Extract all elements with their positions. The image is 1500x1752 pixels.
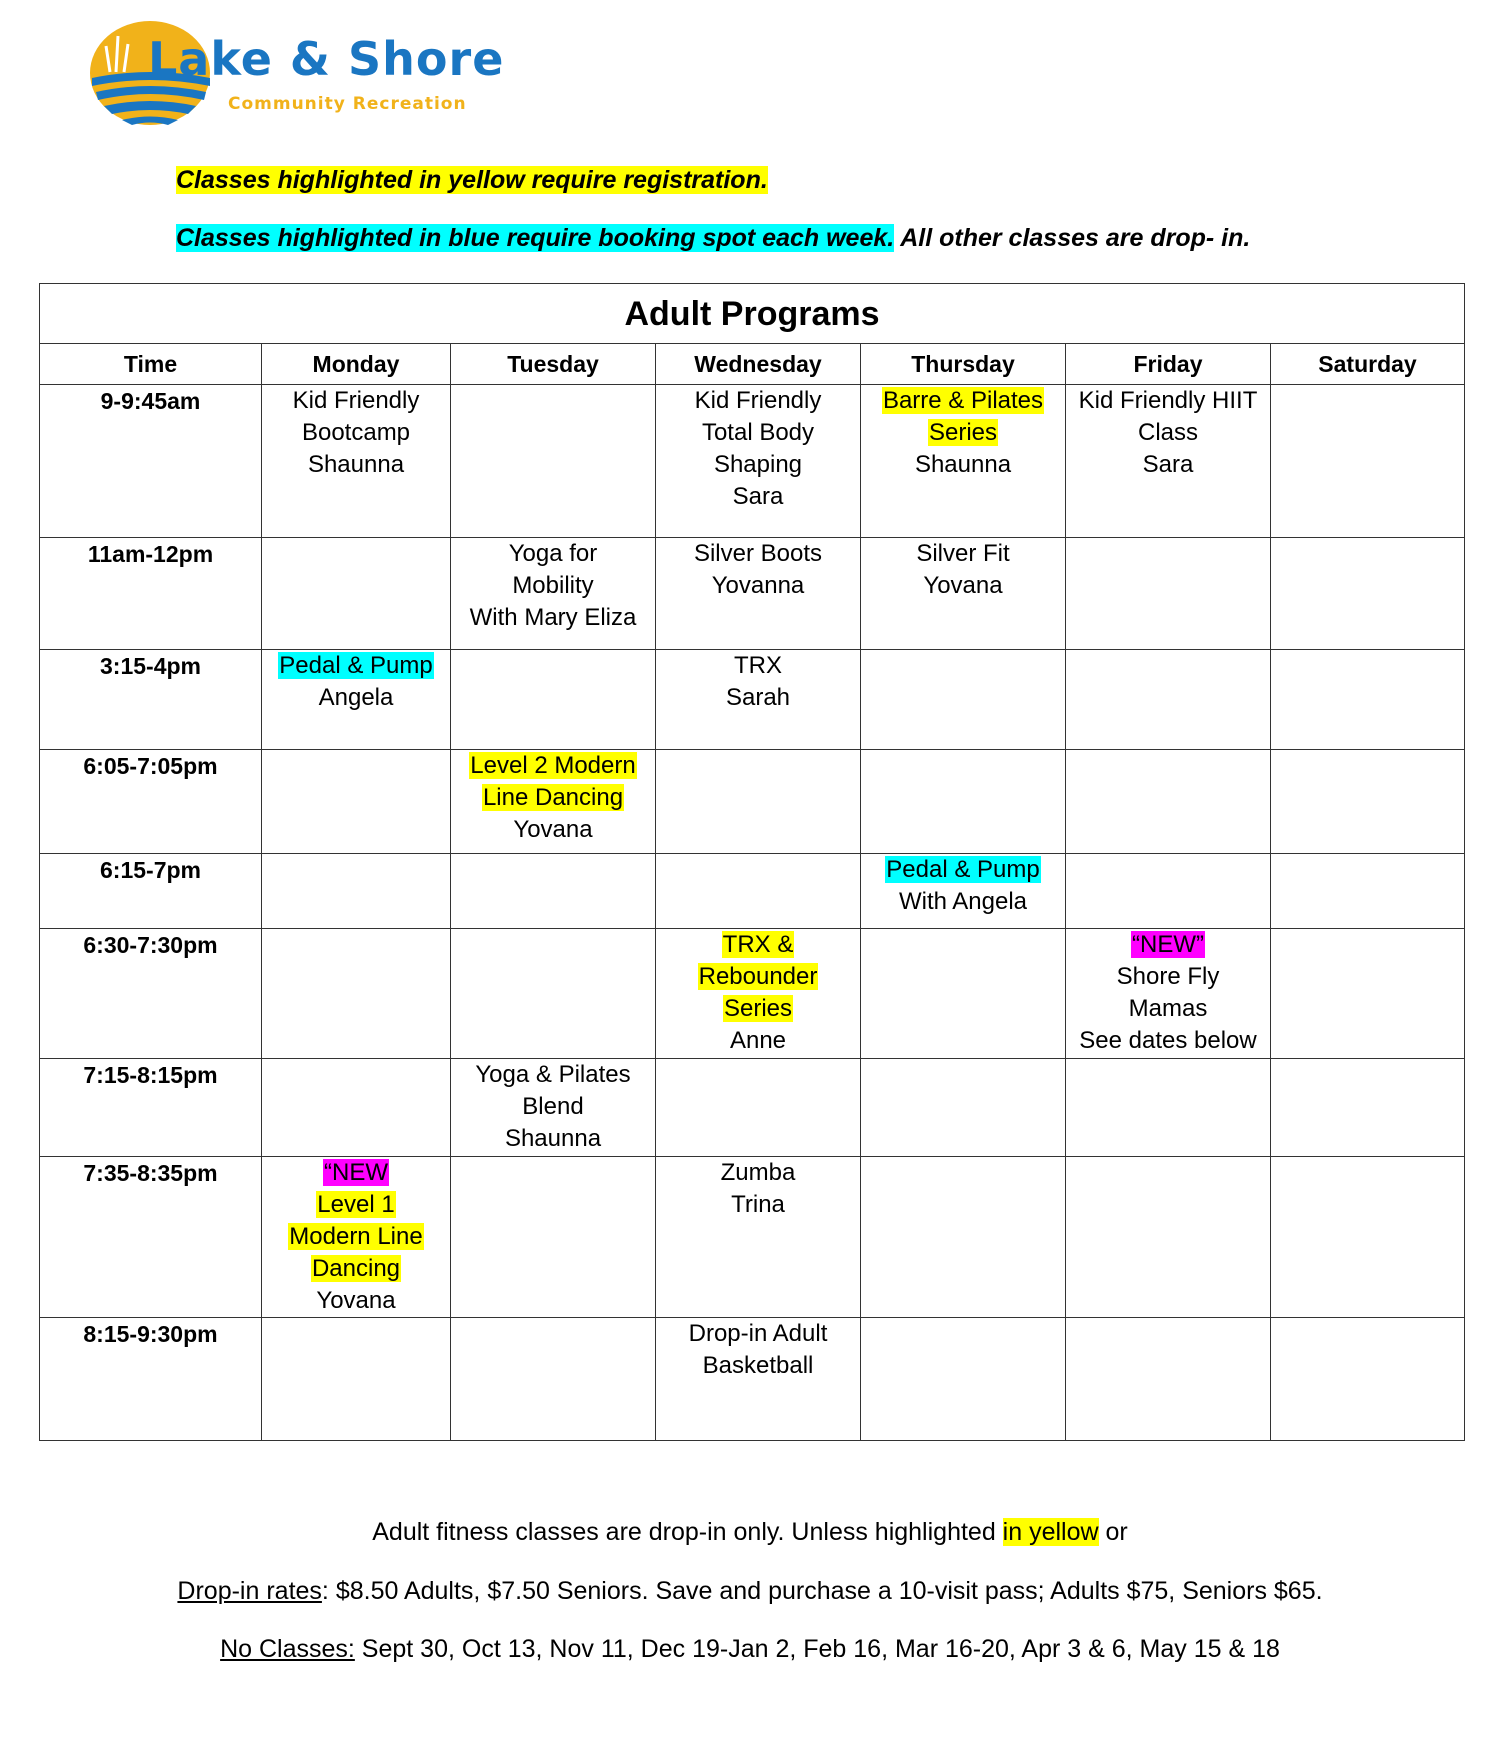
class-line	[266, 1285, 446, 1317]
class-line-text: Kid Friendly	[292, 387, 420, 414]
class-line	[660, 993, 856, 1025]
class-cell	[262, 1318, 451, 1441]
class-line-text: Sara	[1142, 451, 1194, 478]
footer-no-classes	[0, 1635, 1500, 1664]
class-line-text: Total Body	[701, 419, 815, 446]
footer-rates	[0, 1577, 1500, 1606]
class-cell	[1066, 750, 1271, 854]
schedule-row	[40, 750, 1465, 854]
class-line-text: Level 1	[317, 1191, 395, 1218]
class-line	[455, 750, 651, 782]
class-line	[455, 538, 651, 570]
schedule-row	[40, 385, 1465, 538]
class-line	[1070, 1025, 1266, 1057]
class-line	[455, 570, 651, 602]
class-line	[660, 650, 856, 682]
class-line	[660, 1350, 856, 1382]
class-cell	[1271, 750, 1465, 854]
class-line-text: Zumba	[720, 1159, 796, 1186]
class-cell	[861, 750, 1066, 854]
class-cell	[1271, 385, 1465, 538]
blue-note-text: Classes highlighted in blue require booking spot each week.	[176, 224, 895, 252]
class-line	[455, 782, 651, 814]
class-line-text: Pedal & Pump	[279, 652, 433, 679]
class-cell	[1066, 650, 1271, 750]
schedule-body	[40, 385, 1465, 1441]
rates-text: : $8.50 Adults, $7.50 Seniors. Save and purchase a 10-visit pass; Adults $75, Seniors $65.	[321, 1577, 1323, 1605]
class-line	[266, 682, 446, 714]
class-line-text: “NEW	[324, 1159, 388, 1186]
class-line-text: Shaunna	[307, 451, 405, 478]
class-line-text: “NEW”	[1132, 931, 1204, 958]
class-line-text: Rebounder	[698, 963, 818, 990]
class-line	[266, 417, 446, 449]
class-line	[660, 1157, 856, 1189]
time-slot: 6:05-7:05pm	[40, 750, 262, 854]
class-line	[455, 602, 651, 634]
header-row	[40, 344, 1465, 385]
class-line	[865, 385, 1061, 417]
class-line-text: Yoga for	[508, 540, 598, 567]
class-line	[266, 449, 446, 481]
class-cell	[1066, 1059, 1271, 1157]
class-cell	[1066, 538, 1271, 650]
class-line-text: Trina	[731, 1191, 785, 1218]
schedule-table	[39, 283, 1465, 1441]
class-cell	[451, 854, 656, 929]
class-line-text: Mamas	[1128, 995, 1208, 1022]
time-slot: 9-9:45am	[40, 385, 262, 538]
header-time: Time	[40, 344, 262, 385]
class-line	[865, 886, 1061, 918]
class-line	[660, 1318, 856, 1350]
class-cell	[1066, 854, 1271, 929]
class-line-text: Basketball	[702, 1352, 814, 1379]
logo-title: Lake & Shore	[148, 32, 505, 86]
class-line	[1070, 961, 1266, 993]
class-cell	[262, 650, 451, 750]
class-line-text: Kid Friendly	[694, 387, 822, 414]
class-line	[660, 417, 856, 449]
class-line-text: Series	[723, 995, 793, 1022]
class-line	[455, 814, 651, 846]
class-line	[865, 538, 1061, 570]
schedule-row	[40, 538, 1465, 650]
class-line-text: Yoga & Pilates	[475, 1061, 631, 1088]
header-saturday: Saturday	[1271, 344, 1465, 385]
class-line-text: Class	[1137, 419, 1198, 446]
class-line-text: Mobility	[512, 572, 594, 599]
yellow-note-text: Classes highlighted in yellow require registration.	[176, 166, 768, 194]
class-cell	[1271, 650, 1465, 750]
class-line-text: TRX	[734, 652, 782, 679]
class-cell	[656, 854, 861, 929]
class-line-text: Drop-in Adult	[688, 1320, 828, 1347]
time-slot: 11am-12pm	[40, 538, 262, 650]
schedule-row	[40, 1318, 1465, 1441]
class-cell	[861, 854, 1066, 929]
class-line-text: Series	[928, 419, 998, 446]
class-line-text: Silver Boots	[693, 540, 823, 567]
class-line	[660, 385, 856, 417]
class-line	[865, 854, 1061, 886]
footer-dropin-note	[0, 1518, 1500, 1547]
schedule-row	[40, 854, 1465, 929]
header-monday: Monday	[262, 344, 451, 385]
class-cell	[656, 750, 861, 854]
class-cell	[656, 650, 861, 750]
class-line	[660, 449, 856, 481]
class-cell	[262, 750, 451, 854]
class-line-text: Yovana	[316, 1287, 396, 1314]
class-line	[455, 1091, 651, 1123]
class-line-text: Shaunna	[504, 1125, 602, 1152]
class-cell	[451, 385, 656, 538]
header-wednesday: Wednesday	[656, 344, 861, 385]
class-line	[1070, 449, 1266, 481]
class-cell	[1271, 1318, 1465, 1441]
class-line	[660, 570, 856, 602]
class-cell	[656, 1059, 861, 1157]
class-line	[660, 1025, 856, 1057]
class-line	[660, 538, 856, 570]
class-line-text: Shore Fly	[1116, 963, 1220, 990]
class-line	[266, 1253, 446, 1285]
time-slot: 3:15-4pm	[40, 650, 262, 750]
class-line-text: Shaunna	[914, 451, 1012, 478]
dropin-note-text: All other classes are drop- in.	[894, 224, 1251, 252]
class-cell	[451, 1059, 656, 1157]
class-cell	[861, 1318, 1066, 1441]
class-cell	[861, 929, 1066, 1059]
class-cell	[451, 750, 656, 854]
class-line-text: Line Dancing	[482, 784, 624, 811]
class-line-text: With Angela	[898, 888, 1028, 915]
class-cell	[1271, 538, 1465, 650]
class-cell	[262, 385, 451, 538]
class-cell	[451, 1318, 656, 1441]
header-friday: Friday	[1066, 344, 1271, 385]
class-line	[1070, 385, 1266, 417]
class-cell	[1066, 929, 1271, 1059]
class-line-text: Pedal & Pump	[886, 856, 1040, 883]
class-line-text: TRX &	[722, 931, 794, 958]
time-slot: 6:15-7pm	[40, 854, 262, 929]
class-cell	[1271, 929, 1465, 1059]
footer-dropin-highlight: in yellow	[1002, 1518, 1099, 1546]
class-line	[865, 417, 1061, 449]
header-tuesday: Tuesday	[451, 344, 656, 385]
class-cell	[656, 538, 861, 650]
time-slot: 8:15-9:30pm	[40, 1318, 262, 1441]
class-line	[660, 929, 856, 961]
class-cell	[861, 385, 1066, 538]
class-cell	[656, 929, 861, 1059]
class-line	[660, 481, 856, 513]
class-line-text: Yovanna	[711, 572, 805, 599]
class-line	[865, 449, 1061, 481]
logo	[88, 16, 548, 131]
logo-subtitle: Community Recreation	[228, 94, 467, 114]
no-classes-text: Sept 30, Oct 13, Nov 11, Dec 19-Jan 2, Feb 16, Mar 16-20, Apr 3 & 6, May 15 & 18	[354, 1635, 1280, 1663]
blue-note	[176, 224, 1250, 253]
class-line	[266, 650, 446, 682]
class-line-text: Blend	[522, 1093, 584, 1120]
class-line	[865, 570, 1061, 602]
class-cell	[262, 1059, 451, 1157]
class-line	[455, 1059, 651, 1091]
class-line	[660, 1189, 856, 1221]
class-line	[266, 385, 446, 417]
class-cell	[1271, 854, 1465, 929]
no-classes-label: No Classes:	[220, 1635, 355, 1663]
class-cell	[451, 1157, 656, 1318]
class-cell	[656, 385, 861, 538]
class-line	[455, 1123, 651, 1155]
class-cell	[262, 1157, 451, 1318]
class-line	[266, 1157, 446, 1189]
schedule-title: Adult Programs	[40, 284, 1465, 344]
yellow-note	[176, 166, 768, 195]
class-cell	[1271, 1157, 1465, 1318]
class-line	[266, 1221, 446, 1253]
time-slot: 6:30-7:30pm	[40, 929, 262, 1059]
class-line-text: Barre & Pilates	[882, 387, 1044, 414]
schedule-row	[40, 650, 1465, 750]
schedule-row	[40, 1157, 1465, 1318]
class-line-text: Level 2 Modern	[470, 752, 636, 779]
class-cell	[262, 854, 451, 929]
class-line-text: Shaping	[713, 451, 803, 478]
class-line	[660, 961, 856, 993]
class-cell	[861, 538, 1066, 650]
class-cell	[861, 650, 1066, 750]
class-line-text: Kid Friendly HIIT	[1078, 387, 1258, 414]
class-cell	[262, 538, 451, 650]
class-line-text: Bootcamp	[301, 419, 411, 446]
time-slot: 7:35-8:35pm	[40, 1157, 262, 1318]
class-line-text: Silver Fit	[916, 540, 1010, 567]
class-cell	[1066, 1318, 1271, 1441]
class-cell	[262, 929, 451, 1059]
class-line	[1070, 417, 1266, 449]
class-line	[1070, 993, 1266, 1025]
header-thursday: Thursday	[861, 344, 1066, 385]
class-cell	[861, 1157, 1066, 1318]
class-cell	[451, 929, 656, 1059]
class-cell	[451, 650, 656, 750]
footer-dropin-text: Adult fitness classes are drop-in only. Unless highlighted	[372, 1518, 1003, 1546]
class-cell	[656, 1318, 861, 1441]
class-line	[266, 1189, 446, 1221]
class-line-text: See dates below	[1079, 1027, 1257, 1054]
class-line	[660, 682, 856, 714]
class-line	[1070, 929, 1266, 961]
class-line-text: Modern Line	[289, 1223, 423, 1250]
class-line-text: With Mary Eliza	[469, 604, 637, 631]
time-slot: 7:15-8:15pm	[40, 1059, 262, 1157]
class-line-text: Anne	[729, 1027, 787, 1054]
class-line-text: Sarah	[725, 684, 791, 711]
class-line-text: Dancing	[311, 1255, 401, 1282]
class-cell	[1066, 1157, 1271, 1318]
class-line-text: Angela	[318, 684, 394, 711]
class-cell	[451, 538, 656, 650]
class-cell	[1066, 385, 1271, 538]
rates-label: Drop-in rates	[177, 1577, 322, 1605]
class-line-text: Sara	[732, 483, 784, 510]
class-cell	[1271, 1059, 1465, 1157]
class-line-text: Yovana	[513, 816, 593, 843]
schedule-row	[40, 1059, 1465, 1157]
footer-dropin-tail: or	[1098, 1518, 1128, 1546]
class-line-text: Yovana	[923, 572, 1003, 599]
class-cell	[861, 1059, 1066, 1157]
schedule-row	[40, 929, 1465, 1059]
class-cell	[656, 1157, 861, 1318]
